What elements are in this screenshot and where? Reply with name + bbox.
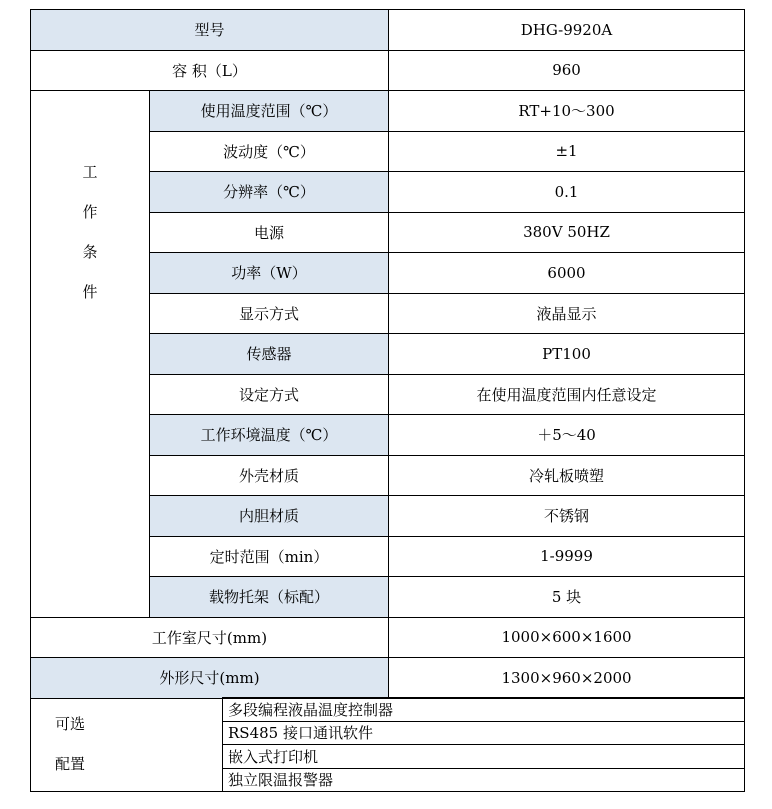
- table-row: [31, 50, 745, 91]
- row-label: 波动度（℃）: [150, 131, 389, 172]
- row-label: 外形尺寸(mm): [31, 658, 389, 699]
- row-value: RT+10～300: [389, 91, 745, 132]
- row-value: 1-9999: [389, 536, 745, 577]
- row-value: 1300×960×2000: [389, 658, 745, 699]
- group-char: 工: [82, 162, 98, 181]
- row-label: 使用温度范围（℃）: [150, 91, 389, 132]
- row-value: 液晶显示: [389, 293, 745, 334]
- row-value: 960: [389, 50, 745, 91]
- row-label: 工作环境温度（℃）: [150, 415, 389, 456]
- row-value: 在使用温度范围内任意设定: [389, 374, 745, 415]
- optional-item: 多段编程液晶温度控制器: [223, 698, 745, 722]
- row-label: 功率（W）: [150, 253, 389, 294]
- row-label: 传感器: [150, 334, 389, 375]
- row-value: 不锈钢: [389, 496, 745, 537]
- group-char: 作: [82, 202, 98, 221]
- row-label: 容 积（L）: [31, 50, 389, 91]
- optional-label-line: 可选: [55, 715, 86, 734]
- row-value: 380V 50HZ: [389, 212, 745, 253]
- table-row: [31, 658, 745, 699]
- row-label: 载物托架（标配）: [150, 577, 389, 618]
- row-value: 冷轧板喷塑: [389, 455, 745, 496]
- row-value: ＋5～40: [389, 415, 745, 456]
- row-value: 0.1: [389, 172, 745, 213]
- row-value: 5 块: [389, 577, 745, 618]
- table-row: [31, 617, 745, 658]
- row-label: 设定方式: [150, 374, 389, 415]
- row-label: 电源: [150, 212, 389, 253]
- optional-item: RS485 接口通讯软件: [223, 721, 745, 745]
- group-label-working-conditions: [31, 91, 150, 618]
- row-label: 显示方式: [150, 293, 389, 334]
- row-label: 分辨率（℃）: [150, 172, 389, 213]
- optional-config-table: [30, 697, 745, 792]
- group-char: 件: [82, 282, 98, 301]
- table-row: [31, 10, 745, 51]
- group-char: 条: [82, 242, 98, 261]
- row-label: 定时范围（min）: [150, 536, 389, 577]
- table-row: [31, 698, 745, 722]
- table-row: [31, 91, 745, 132]
- row-value: PT100: [389, 334, 745, 375]
- optional-item: 嵌入式打印机: [223, 745, 745, 769]
- row-label: 外壳材质: [150, 455, 389, 496]
- optional-config-label: [31, 698, 223, 792]
- row-value: ±1: [389, 131, 745, 172]
- row-label: 工作室尺寸(mm): [31, 617, 389, 658]
- row-label: 内胆材质: [150, 496, 389, 537]
- row-value: 1000×600×1600: [389, 617, 745, 658]
- row-value: 6000: [389, 253, 745, 294]
- spec-table: [30, 9, 745, 699]
- optional-item: 独立限温报警器: [223, 768, 745, 792]
- row-value: DHG-9920A: [389, 10, 745, 51]
- row-label: 型号: [31, 10, 389, 51]
- optional-label-line: 配置: [55, 755, 86, 774]
